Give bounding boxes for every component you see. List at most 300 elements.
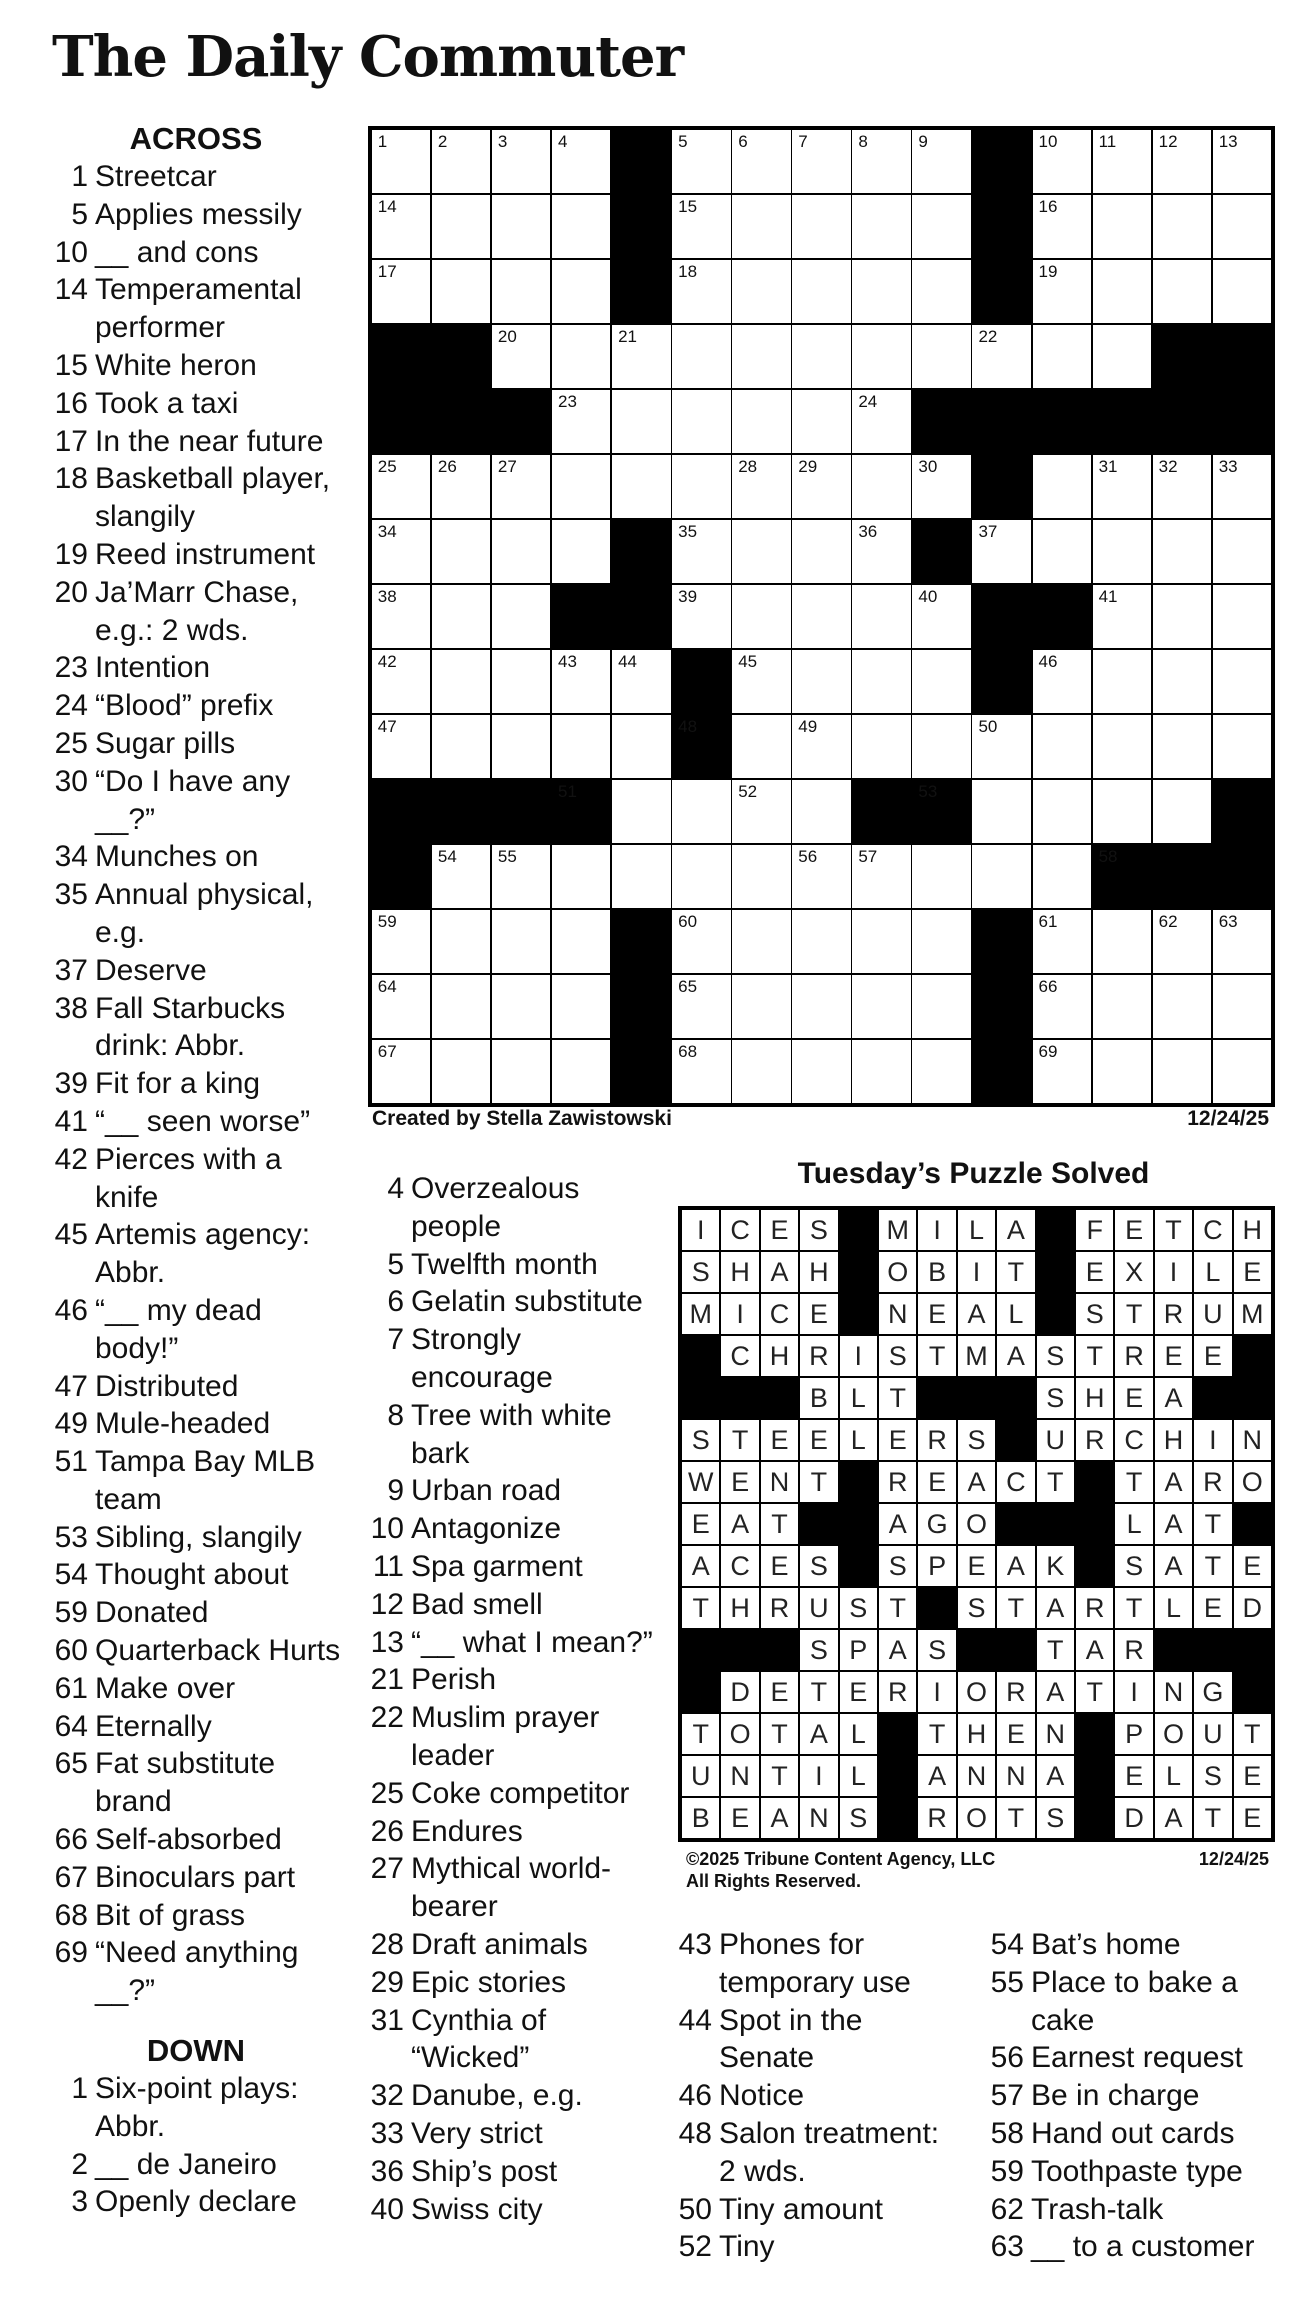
grid-cell[interactable]: [972, 325, 1030, 388]
clue-item[interactable]: [46, 1897, 346, 1935]
solution-cell: S: [682, 1420, 719, 1460]
solution-cell: L: [997, 1294, 1034, 1334]
grid-cell[interactable]: [1153, 195, 1211, 258]
solution-cell: A: [958, 1294, 995, 1334]
grid-cell[interactable]: [732, 455, 790, 518]
clue-item[interactable]: [46, 2183, 346, 2221]
solution-cell: X: [1115, 1252, 1152, 1292]
grid-cell[interactable]: [372, 715, 430, 778]
clue-item[interactable]: [46, 1216, 346, 1292]
clue-text: Six-point plays: Abbr.: [95, 2072, 299, 2143]
solution-cell: B: [918, 1252, 955, 1292]
clue-item[interactable]: [46, 1292, 346, 1368]
solution-cell: E: [682, 1504, 719, 1544]
solution-cell: T: [761, 1714, 798, 1754]
clue-item[interactable]: [982, 2228, 1282, 2266]
grid-cell[interactable]: [912, 455, 970, 518]
clue-item[interactable]: [46, 574, 346, 650]
grid-cell[interactable]: [1153, 260, 1211, 323]
grid-cell[interactable]: [1213, 520, 1271, 583]
grid-cell[interactable]: [972, 845, 1030, 908]
grid-cell[interactable]: [1153, 975, 1211, 1038]
solution-block: [1076, 1462, 1113, 1502]
grid-cell[interactable]: [1033, 325, 1091, 388]
clue-item[interactable]: [46, 196, 346, 234]
clue-number: 64: [54, 1709, 88, 1743]
cell-number: 23: [558, 391, 577, 411]
grid-cell[interactable]: [852, 260, 910, 323]
clue-item[interactable]: [362, 1246, 662, 1284]
grid-cell[interactable]: [792, 715, 850, 778]
grid-cell[interactable]: [432, 1040, 490, 1103]
grid-cell[interactable]: [612, 715, 670, 778]
grid-cell[interactable]: [612, 390, 670, 453]
clue-item[interactable]: [46, 423, 346, 461]
grid-cell[interactable]: [672, 195, 730, 258]
solution-cell: U: [1194, 1294, 1231, 1334]
grid-cell[interactable]: [372, 650, 430, 713]
grid-cell[interactable]: [1213, 650, 1271, 713]
clue-item[interactable]: [46, 1821, 346, 1859]
grid-cell[interactable]: [732, 910, 790, 973]
clue-item[interactable]: [46, 460, 346, 536]
grid-cell[interactable]: [732, 585, 790, 648]
grid-cell[interactable]: [912, 650, 970, 713]
solution-block: [761, 1378, 798, 1418]
grid-cell[interactable]: [1033, 780, 1091, 843]
grid-cell[interactable]: [1153, 715, 1211, 778]
clue-item[interactable]: [362, 1699, 662, 1775]
clue-item[interactable]: [46, 1670, 346, 1708]
grid-cell[interactable]: [792, 260, 850, 323]
grid-cell[interactable]: [372, 975, 430, 1038]
grid-cell[interactable]: [1213, 910, 1271, 973]
clue-item[interactable]: [362, 2191, 662, 2229]
grid-cell[interactable]: [432, 455, 490, 518]
clue-item[interactable]: [46, 1934, 346, 2010]
clue-item[interactable]: [362, 1661, 662, 1699]
grid-cell[interactable]: [1093, 650, 1151, 713]
grid-cell[interactable]: [372, 585, 430, 648]
grid-cell[interactable]: [852, 585, 910, 648]
grid-cell[interactable]: [1153, 455, 1211, 518]
clue-text: “__ my dead body!”: [95, 1293, 262, 1365]
grid-cell[interactable]: [1213, 585, 1271, 648]
grid-cell[interactable]: [852, 195, 910, 258]
grid-cell[interactable]: [852, 715, 910, 778]
clue-item[interactable]: [362, 1964, 662, 2002]
clue-item[interactable]: [46, 1632, 346, 1670]
solution-cell: L: [1155, 1588, 1192, 1628]
grid-cell[interactable]: [672, 780, 730, 843]
clue-number: 18: [54, 462, 88, 496]
down-clue-list-3: [670, 1926, 960, 2266]
grid-cell[interactable]: [492, 520, 550, 583]
grid-cell[interactable]: [372, 260, 430, 323]
clue-item[interactable]: [362, 1624, 662, 1662]
clue-item[interactable]: [46, 687, 346, 725]
grid-cell[interactable]: [552, 975, 610, 1038]
grid-cell[interactable]: [432, 910, 490, 973]
clue-text: __ and cons: [95, 235, 259, 269]
grid-cell[interactable]: [792, 390, 850, 453]
grid-cell[interactable]: [792, 585, 850, 648]
grid-cell[interactable]: [1213, 455, 1271, 518]
grid-cell[interactable]: [372, 520, 430, 583]
grid-cell[interactable]: [432, 650, 490, 713]
grid-cell[interactable]: [672, 130, 730, 193]
clue-item[interactable]: [982, 2153, 1282, 2191]
clue-item[interactable]: [362, 2002, 662, 2078]
grid-cell[interactable]: [612, 845, 670, 908]
grid-cell[interactable]: [552, 390, 610, 453]
grid-cell[interactable]: [492, 455, 550, 518]
solution-cell: A: [1037, 1756, 1074, 1796]
grid-cell[interactable]: [552, 130, 610, 193]
grid-cell[interactable]: [1153, 520, 1211, 583]
clue-item[interactable]: [362, 1813, 662, 1851]
grid-cell[interactable]: [1033, 975, 1091, 1038]
grid-cell[interactable]: [1093, 325, 1151, 388]
grid-cell[interactable]: [672, 520, 730, 583]
grid-cell[interactable]: [1153, 1040, 1211, 1103]
grid-cell[interactable]: [552, 845, 610, 908]
clue-item[interactable]: [46, 1405, 346, 1443]
grid-cell[interactable]: [612, 650, 670, 713]
grid-cell[interactable]: [1093, 585, 1151, 648]
grid-cell[interactable]: [732, 130, 790, 193]
grid-cell[interactable]: [792, 845, 850, 908]
clue-text: Ja’Marr Chase, e.g.: 2 wds.: [95, 575, 299, 647]
grid-cell[interactable]: [852, 130, 910, 193]
clue-item[interactable]: [46, 725, 346, 763]
clue-item[interactable]: [46, 234, 346, 272]
grid-cell[interactable]: [372, 195, 430, 258]
clue-number: 12: [370, 1587, 404, 1621]
grid-cell[interactable]: [672, 910, 730, 973]
clue-item[interactable]: [46, 1556, 346, 1594]
solution-cell: C: [761, 1294, 798, 1334]
grid-cell[interactable]: [492, 650, 550, 713]
grid-cell[interactable]: [972, 520, 1030, 583]
clue-number: 58: [990, 2116, 1024, 2150]
grid-cell[interactable]: [492, 585, 550, 648]
solution-block: [761, 1630, 798, 1670]
grid-cell[interactable]: [1033, 1040, 1091, 1103]
grid-cell[interactable]: [492, 715, 550, 778]
clue-item[interactable]: [362, 1775, 662, 1813]
grid-cell[interactable]: [432, 845, 490, 908]
grid-cell[interactable]: [1033, 650, 1091, 713]
grid-cell[interactable]: [432, 975, 490, 1038]
grid-cell[interactable]: [372, 130, 430, 193]
grid-cell[interactable]: [1093, 780, 1151, 843]
grid-cell[interactable]: [912, 260, 970, 323]
grid-cell[interactable]: [1213, 260, 1271, 323]
grid-cell[interactable]: [792, 325, 850, 388]
grid-cell[interactable]: [1153, 130, 1211, 193]
clue-item[interactable]: [982, 1926, 1282, 1964]
grid-cell[interactable]: [852, 910, 910, 973]
grid-cell[interactable]: [432, 520, 490, 583]
clue-item[interactable]: [982, 2191, 1282, 2229]
grid-block: [1153, 325, 1211, 388]
solution-cell: R: [1155, 1294, 1192, 1334]
grid-cell[interactable]: [972, 780, 1030, 843]
clue-item[interactable]: [46, 763, 346, 839]
clue-item[interactable]: [46, 990, 346, 1066]
clue-item[interactable]: [982, 1964, 1282, 2040]
grid-cell[interactable]: [1093, 975, 1151, 1038]
clue-item[interactable]: [46, 1519, 346, 1557]
solution-cell: R: [761, 1588, 798, 1628]
grid-cell[interactable]: [852, 520, 910, 583]
grid-cell[interactable]: [672, 260, 730, 323]
grid-cell[interactable]: [1033, 260, 1091, 323]
grid-cell[interactable]: [552, 1040, 610, 1103]
clue-text: Spa garment: [411, 1549, 583, 1583]
grid-cell[interactable]: [612, 780, 670, 843]
grid-cell[interactable]: [1033, 520, 1091, 583]
grid-cell[interactable]: [732, 715, 790, 778]
clue-item[interactable]: [46, 1708, 346, 1746]
clue-item[interactable]: [46, 1594, 346, 1632]
clue-item[interactable]: [46, 1368, 346, 1406]
grid-cell[interactable]: [1153, 650, 1211, 713]
clue-item[interactable]: [362, 2115, 662, 2153]
grid-cell[interactable]: [1093, 520, 1151, 583]
clue-item[interactable]: [982, 2077, 1282, 2115]
grid-cell[interactable]: [1153, 910, 1211, 973]
clue-item[interactable]: [670, 2228, 960, 2266]
grid-cell[interactable]: [432, 130, 490, 193]
grid-cell[interactable]: [492, 130, 550, 193]
grid-cell[interactable]: [1213, 130, 1271, 193]
grid-cell[interactable]: [552, 520, 610, 583]
grid-cell[interactable]: [732, 650, 790, 713]
grid-cell[interactable]: [672, 975, 730, 1038]
grid-cell[interactable]: [732, 195, 790, 258]
grid-cell[interactable]: [912, 585, 970, 648]
solution-cell: F: [1076, 1210, 1113, 1250]
grid-cell[interactable]: [792, 195, 850, 258]
grid-cell[interactable]: [1033, 715, 1091, 778]
clue-item[interactable]: [982, 2039, 1282, 2077]
grid-cell[interactable]: [672, 455, 730, 518]
grid-cell[interactable]: [732, 520, 790, 583]
grid-cell[interactable]: [912, 910, 970, 973]
grid-cell[interactable]: [1033, 910, 1091, 973]
grid-cell[interactable]: [492, 195, 550, 258]
clue-item[interactable]: [46, 1443, 346, 1519]
clue-item[interactable]: [46, 536, 346, 574]
grid-cell[interactable]: [552, 650, 610, 713]
grid-cell[interactable]: [372, 910, 430, 973]
solution-cell: D: [1115, 1798, 1152, 1838]
grid-cell[interactable]: [492, 845, 550, 908]
clue-item[interactable]: [46, 876, 346, 952]
clue-item[interactable]: [46, 1141, 346, 1217]
grid-cell[interactable]: [852, 390, 910, 453]
grid-cell[interactable]: [492, 325, 550, 388]
grid-cell[interactable]: [912, 845, 970, 908]
clue-item[interactable]: [46, 952, 346, 990]
grid-cell[interactable]: [792, 520, 850, 583]
grid-cell[interactable]: [552, 910, 610, 973]
down-clue-list-4: [982, 1926, 1282, 2266]
clue-item[interactable]: [362, 1170, 662, 1246]
clue-item[interactable]: [670, 1926, 960, 2002]
clue-item[interactable]: [982, 2115, 1282, 2153]
grid-cell[interactable]: [492, 975, 550, 1038]
clue-item[interactable]: [46, 347, 346, 385]
clue-item[interactable]: [670, 2077, 960, 2115]
grid-cell[interactable]: [852, 455, 910, 518]
grid-cell[interactable]: [792, 975, 850, 1038]
clue-item[interactable]: [362, 1850, 662, 1926]
grid-cell[interactable]: [1033, 845, 1091, 908]
grid-cell[interactable]: [672, 325, 730, 388]
clue-item[interactable]: [362, 1283, 662, 1321]
grid-cell[interactable]: [732, 260, 790, 323]
grid-cell[interactable]: [732, 975, 790, 1038]
solution-cell: R: [879, 1462, 916, 1502]
clue-number: 27: [370, 1852, 404, 1886]
grid-cell[interactable]: [912, 325, 970, 388]
grid-cell[interactable]: [672, 390, 730, 453]
grid-cell[interactable]: [852, 975, 910, 1038]
clue-item[interactable]: [670, 2002, 960, 2078]
grid-block: [972, 390, 1030, 453]
grid-cell[interactable]: [552, 455, 610, 518]
grid-cell[interactable]: [1093, 715, 1151, 778]
grid-cell[interactable]: [852, 1040, 910, 1103]
grid-cell[interactable]: [1153, 780, 1211, 843]
grid-cell[interactable]: [372, 1040, 430, 1103]
grid-cell[interactable]: [792, 780, 850, 843]
clue-item[interactable]: [46, 1859, 346, 1897]
grid-cell[interactable]: [492, 1040, 550, 1103]
clue-item[interactable]: [362, 2153, 662, 2191]
clue-number: 17: [54, 424, 88, 458]
grid-cell[interactable]: [792, 650, 850, 713]
solution-cell: T: [997, 1252, 1034, 1292]
grid-cell[interactable]: [1093, 455, 1151, 518]
grid-cell[interactable]: [792, 1040, 850, 1103]
clue-item[interactable]: [362, 1472, 662, 1510]
clue-text: Artemis agency: Abbr.: [95, 1218, 311, 1290]
clue-item[interactable]: [362, 1926, 662, 1964]
clue-item[interactable]: [670, 2191, 960, 2229]
grid-cell[interactable]: [852, 650, 910, 713]
grid-cell[interactable]: [792, 910, 850, 973]
clue-item[interactable]: [362, 1510, 662, 1548]
grid-cell[interactable]: [1033, 130, 1091, 193]
grid-cell[interactable]: [612, 455, 670, 518]
clue-item[interactable]: [362, 1548, 662, 1586]
clue-item[interactable]: [46, 2146, 346, 2184]
grid-cell[interactable]: [912, 975, 970, 1038]
clue-item[interactable]: [362, 1397, 662, 1473]
clue-item[interactable]: [46, 385, 346, 423]
clue-item[interactable]: [362, 2077, 662, 2115]
clue-item[interactable]: [670, 2115, 960, 2191]
grid-cell[interactable]: [1093, 260, 1151, 323]
clue-item[interactable]: [46, 1065, 346, 1103]
solution-cell: T: [1194, 1798, 1231, 1838]
grid-cell[interactable]: [1153, 585, 1211, 648]
grid-cell[interactable]: [912, 130, 970, 193]
grid-cell[interactable]: [792, 130, 850, 193]
grid-cell[interactable]: [432, 585, 490, 648]
grid-cell[interactable]: [1093, 195, 1151, 258]
clue-item[interactable]: [362, 1321, 662, 1397]
clue-item[interactable]: [46, 838, 346, 876]
clue-item[interactable]: [46, 649, 346, 687]
grid-cell[interactable]: [852, 325, 910, 388]
clue-item[interactable]: [362, 1586, 662, 1624]
solution-block: [840, 1462, 877, 1502]
grid-cell[interactable]: [792, 455, 850, 518]
clue-item[interactable]: [46, 158, 346, 196]
grid-cell[interactable]: [432, 715, 490, 778]
grid-cell[interactable]: [912, 715, 970, 778]
grid-cell[interactable]: [1093, 130, 1151, 193]
grid-cell[interactable]: [552, 260, 610, 323]
clue-number: 7: [387, 1323, 404, 1357]
cell-number: 15: [678, 196, 698, 216]
grid-cell[interactable]: [1213, 975, 1271, 1038]
grid-cell[interactable]: [912, 1040, 970, 1103]
grid-cell[interactable]: [732, 390, 790, 453]
grid-cell[interactable]: [732, 1040, 790, 1103]
grid-cell[interactable]: [852, 845, 910, 908]
solution-cell: T: [1076, 1672, 1113, 1712]
grid-cell[interactable]: [1033, 455, 1091, 518]
grid-cell[interactable]: [732, 845, 790, 908]
grid-cell[interactable]: [552, 195, 610, 258]
clue-item[interactable]: [46, 1745, 346, 1821]
cell-number: 22: [978, 326, 998, 346]
crossword-grid[interactable]: [368, 126, 1275, 1107]
grid-cell[interactable]: [1093, 1040, 1151, 1103]
clue-item[interactable]: [46, 271, 346, 347]
grid-cell[interactable]: [912, 195, 970, 258]
grid-cell[interactable]: [552, 715, 610, 778]
grid-cell[interactable]: [732, 780, 790, 843]
grid-cell[interactable]: [672, 845, 730, 908]
grid-cell[interactable]: [1093, 910, 1151, 973]
grid-cell[interactable]: [432, 195, 490, 258]
clue-item[interactable]: [46, 1103, 346, 1141]
grid-cell[interactable]: [1213, 715, 1271, 778]
grid-cell[interactable]: [492, 910, 550, 973]
grid-cell[interactable]: [1033, 195, 1091, 258]
grid-cell[interactable]: [672, 1040, 730, 1103]
grid-cell[interactable]: [552, 325, 610, 388]
grid-cell[interactable]: [672, 585, 730, 648]
grid-cell[interactable]: [432, 260, 490, 323]
grid-cell[interactable]: [612, 325, 670, 388]
grid-cell[interactable]: [1213, 195, 1271, 258]
grid-cell[interactable]: [372, 455, 430, 518]
clue-text: Distributed: [95, 1369, 239, 1403]
grid-cell[interactable]: [732, 325, 790, 388]
clue-item[interactable]: [46, 2070, 346, 2146]
grid-cell[interactable]: [492, 260, 550, 323]
grid-cell[interactable]: [972, 715, 1030, 778]
grid-cell[interactable]: [1213, 1040, 1271, 1103]
